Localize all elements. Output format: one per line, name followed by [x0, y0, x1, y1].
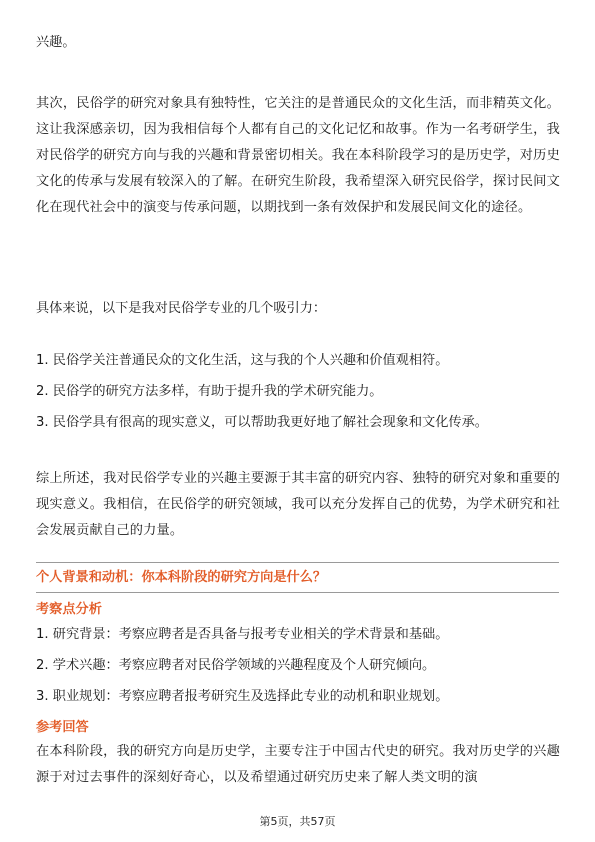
question-title: 个人背景和动机：你本科阶段的研究方向是什么？ [36, 570, 327, 585]
paragraph-attractions-intro: 具体来说，以下是我对民俗学专业的几个吸引力： [36, 301, 327, 316]
divider-bottom [36, 592, 559, 593]
analysis-item-2: 2. 学术兴趣：考察应聘者对民俗学领域的兴趣程度及个人研究倾向。 [36, 658, 436, 673]
list-item-attraction-1: 1. 民俗学关注普通民众的文化生活，这与我的个人兴趣和价值观相符。 [36, 353, 449, 368]
answer-text: 在本科阶段，我的研究方向是历史学，主要专注于中国古代史的研究。我对历史学的兴趣源于对过去事件的深刻好奇心，以及希望通过研究历史来了解人类文明的演 [36, 744, 560, 785]
list-item-attraction-3: 3. 民俗学具有很高的现实意义，可以帮助我更好地了解社会现象和文化传承。 [36, 415, 488, 430]
analysis-item-3: 3. 职业规划：考察应聘者报考研究生及选择此专业的动机和职业规划。 [36, 689, 449, 704]
paragraph-conclusion: 综上所述，我对民俗学专业的兴趣主要源于其丰富的研究内容、独特的研究对象和重要的现实意义。我相信，在民俗学的研究领域，我可以充分发挥自己的优势，为学术研究和社会发展贡献自己的力量。 [36, 471, 560, 538]
analysis-heading: 考察点分析 [36, 602, 102, 617]
page-footer: 第5页，共57页 [259, 815, 336, 828]
answer-heading: 参考回答 [36, 720, 89, 735]
analysis-item-1: 1. 研究背景：考察应聘者是否具备与报考专业相关的学术背景和基础。 [36, 627, 449, 642]
paragraph-motivation: 其次，民俗学的研究对象具有独特性，它关注的是普通民众的文化生活，而非精英文化。这让我深感亲切，因为我相信每个人都有自己的文化记忆和故事。作为一名考研学生，我对民俗学的研究方向与我的兴趣和背景密切相关。我在本科阶段学习的是历史学，对历史文化的传承与发展有较深入的了解。在研究生阶段，我希望深入研究民俗学，探讨民间文化在现代社会中的演变与传承问题，以期找到一条有效保护和发展民间文化的途径。 [36, 96, 560, 215]
list-item-attraction-2: 2. 民俗学的研究方法多样，有助于提升我的学术研究能力。 [36, 384, 383, 399]
intro-fragment: 兴趣。 [36, 35, 76, 50]
divider-top [36, 562, 559, 563]
